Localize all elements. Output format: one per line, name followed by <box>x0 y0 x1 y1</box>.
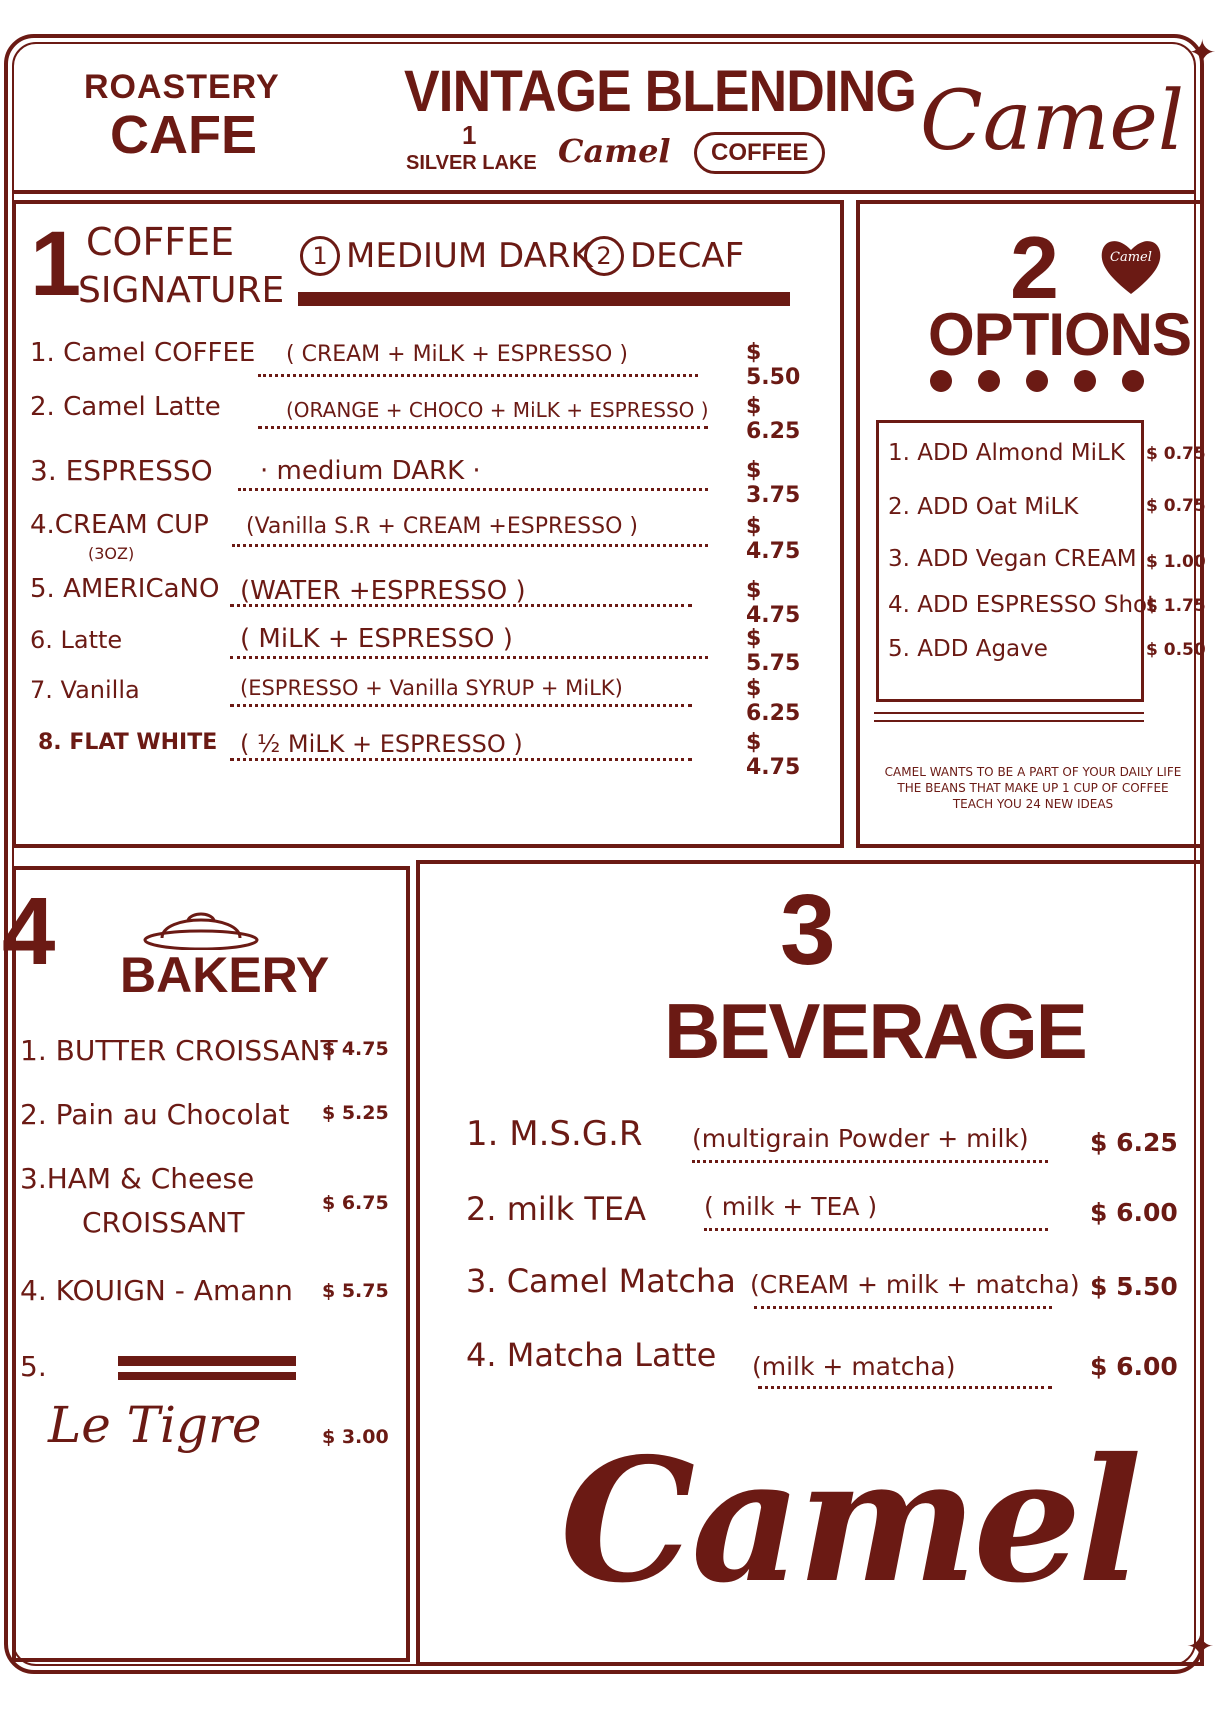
item-name: 7. Vanilla <box>30 676 140 704</box>
decor-dot <box>978 370 1000 392</box>
item-size: (3OZ) <box>88 544 135 563</box>
dotted-rule <box>258 426 708 429</box>
sparkle-icon: ✦ <box>1188 33 1216 73</box>
item-desc: (ORANGE + CHOCO + MiLK + ESPRESSO ) <box>286 398 709 422</box>
dotted-rule <box>704 1228 1048 1231</box>
list-item <box>30 338 810 390</box>
item-price: $ 3.75 <box>746 458 801 508</box>
dotted-rule <box>230 656 708 659</box>
header <box>12 42 1196 194</box>
decor-dot <box>930 370 952 392</box>
option-price: $ 1.75 <box>1146 596 1206 616</box>
list-item <box>30 674 810 726</box>
item-price: $ 5.75 <box>746 626 801 676</box>
item-price: $ 4.75 <box>746 730 801 780</box>
bakery-item-price: $ 4.75 <box>322 1038 389 1060</box>
coffee-tag: COFFEE <box>694 132 825 174</box>
beverage-item-name: 1. M.S.G.R <box>466 1114 643 1154</box>
roast-option-1 <box>300 236 593 276</box>
dotted-rule <box>232 544 708 547</box>
item-desc: (ESPRESSO + Vanilla SYRUP + MiLK) <box>240 676 623 700</box>
item-price: $ 6.25 <box>746 676 801 726</box>
item-desc: ( ½ MiLK + ESPRESSO ) <box>240 730 523 758</box>
bread-icon <box>142 906 260 950</box>
beverage-item-price: $ 6.00 <box>1090 1198 1178 1227</box>
title-underline <box>298 292 790 306</box>
list-item <box>30 728 810 780</box>
bakery-item-price: $ 5.25 <box>322 1102 389 1124</box>
beverage-item-price: $ 6.00 <box>1090 1352 1178 1381</box>
list-item <box>30 574 810 628</box>
dotted-rule <box>238 488 708 491</box>
brand-note-line2: THE BEANS THAT MAKE UP 1 CUP OF COFFEE <box>897 781 1169 795</box>
option-name: 2. ADD Oat MiLK <box>888 494 1079 520</box>
option-name: 4. ADD ESPRESSO Shot <box>888 592 1157 618</box>
decor-dot <box>1026 370 1048 392</box>
beverage-item-desc: (CREAM + milk + matcha) <box>750 1270 1080 1299</box>
option-price: $ 0.75 <box>1146 496 1206 516</box>
dotted-rule <box>230 758 692 761</box>
dotted-rule <box>258 374 698 377</box>
roast-label-2: DECAF <box>630 236 745 276</box>
beverage-item-desc: (multigrain Powder + milk) <box>692 1124 1029 1153</box>
item-price: $ 4.75 <box>746 578 801 628</box>
roastery-label: ROASTERY <box>84 68 280 106</box>
brand-small: Camel <box>558 132 671 170</box>
roast-number-2: 2 <box>584 236 624 276</box>
brand-note-line3: TEACH YOU 24 NEW IDEAS <box>952 797 1114 811</box>
cafe-label: CAFE <box>110 105 257 165</box>
item-price: $ 4.75 <box>746 514 801 564</box>
item-desc: ( MiLK + ESPRESSO ) <box>240 624 513 654</box>
beverage-item-desc: ( milk + TEA ) <box>704 1192 878 1221</box>
roast-option-2 <box>584 236 744 276</box>
bakery-item-name-line2: CROISSANT <box>82 1206 245 1239</box>
bakery-item-price: $ 3.00 <box>322 1426 389 1448</box>
item-desc: (WATER +ESPRESSO ) <box>240 576 526 606</box>
bakery-item-name: 1. BUTTER CROISSANT <box>20 1034 338 1067</box>
item-name: 6. Latte <box>30 626 123 654</box>
coffee-title-line1: COFFEE <box>86 220 235 264</box>
heart-icon <box>1098 232 1164 298</box>
sparkle-icon: ✦ <box>1186 1627 1215 1667</box>
option-name: 5. ADD Agave <box>888 636 1048 662</box>
bakery-item-name: 2. Pain au Chocolat <box>20 1098 290 1131</box>
dotted-rule <box>230 704 692 707</box>
beverage-item-desc: (milk + matcha) <box>752 1352 956 1381</box>
bakery-item-name: 3.HAM & Cheese <box>20 1162 255 1195</box>
bakery-item-name: 5. <box>20 1350 47 1383</box>
item-name: 4.CREAM CUP <box>30 510 209 540</box>
beverage-title: BEVERAGE <box>664 987 1086 1075</box>
bakery-item-price: $ 6.75 <box>322 1192 389 1214</box>
option-price: $ 0.50 <box>1146 640 1206 660</box>
item-desc: ( CREAM + MiLK + ESPRESSO ) <box>286 342 628 367</box>
coffee-section-number: 1 <box>30 213 82 315</box>
option-name: 1. ADD Almond MiLK <box>888 440 1125 466</box>
brand-note <box>870 764 1196 812</box>
decor-dot <box>1122 370 1144 392</box>
item-name: 8. FLAT WHITE <box>38 730 218 755</box>
item-desc: (Vanilla S.R + CREAM +ESPRESSO ) <box>246 514 638 539</box>
location-name: SILVER LAKE <box>406 152 537 174</box>
bakery-item-name-line2: Le Tigre <box>48 1396 262 1454</box>
heart-label: Camel <box>1110 250 1152 265</box>
location-number: 1 <box>462 120 477 150</box>
page-title: VINTAGE BLENDING <box>404 59 916 124</box>
options-section-number: 2 <box>1010 218 1059 317</box>
item-desc: · medium DARK · <box>260 456 481 486</box>
dotted-rule <box>692 1160 1048 1163</box>
double-rule <box>874 712 1144 722</box>
item-name: 1. Camel COFFEE <box>30 338 256 368</box>
bakery-item-name: 4. KOUIGN - Amann <box>20 1274 293 1307</box>
heart-icon-svg <box>1098 232 1164 298</box>
list-item <box>30 510 810 562</box>
item-name: 3. ESPRESSO <box>30 454 213 487</box>
option-name: 3. ADD Vegan CREAM <box>888 546 1137 572</box>
beverage-item-name: 3. Camel Matcha <box>466 1262 736 1300</box>
brand-note-line1: CAMEL WANTS TO BE A PART OF YOUR DAILY LIFE <box>884 765 1182 779</box>
dotted-rule <box>758 1386 1052 1389</box>
bakery-item-price: $ 5.75 <box>322 1280 389 1302</box>
beverage-item-name: 4. Matcha Latte <box>466 1336 717 1374</box>
option-price: $ 1.00 <box>1146 552 1206 572</box>
dotted-rule <box>230 604 692 607</box>
dotted-rule <box>754 1306 1052 1309</box>
bread-icon-svg <box>142 906 260 950</box>
signature: Camel <box>920 74 1185 169</box>
item-price: $ 6.25 <box>746 394 801 444</box>
le-tigre-bar <box>118 1356 296 1366</box>
decor-dot <box>1074 370 1096 392</box>
bakery-title: BAKERY <box>120 947 330 1003</box>
beverage-item-price: $ 6.25 <box>1090 1128 1178 1157</box>
roast-label-1: MEDIUM DARK <box>346 236 593 276</box>
le-tigre-bar <box>118 1372 296 1380</box>
option-price: $ 0.75 <box>1146 444 1206 464</box>
beverage-section-number: 3 <box>780 874 836 986</box>
item-name: 2. Camel Latte <box>30 392 221 422</box>
options-title: OPTIONS <box>928 301 1192 368</box>
bakery-section-number: 4 <box>2 878 56 985</box>
beverage-item-name: 2. milk TEA <box>466 1190 647 1228</box>
brand-logo: Camel <box>560 1421 1139 1621</box>
coffee-title-line2: SIGNATURE <box>78 270 285 311</box>
item-name: 5. AMERICaNO <box>30 574 220 604</box>
beverage-item-price: $ 5.50 <box>1090 1272 1178 1301</box>
item-price: $ 5.50 <box>746 340 801 390</box>
roast-number-1: 1 <box>300 236 340 276</box>
